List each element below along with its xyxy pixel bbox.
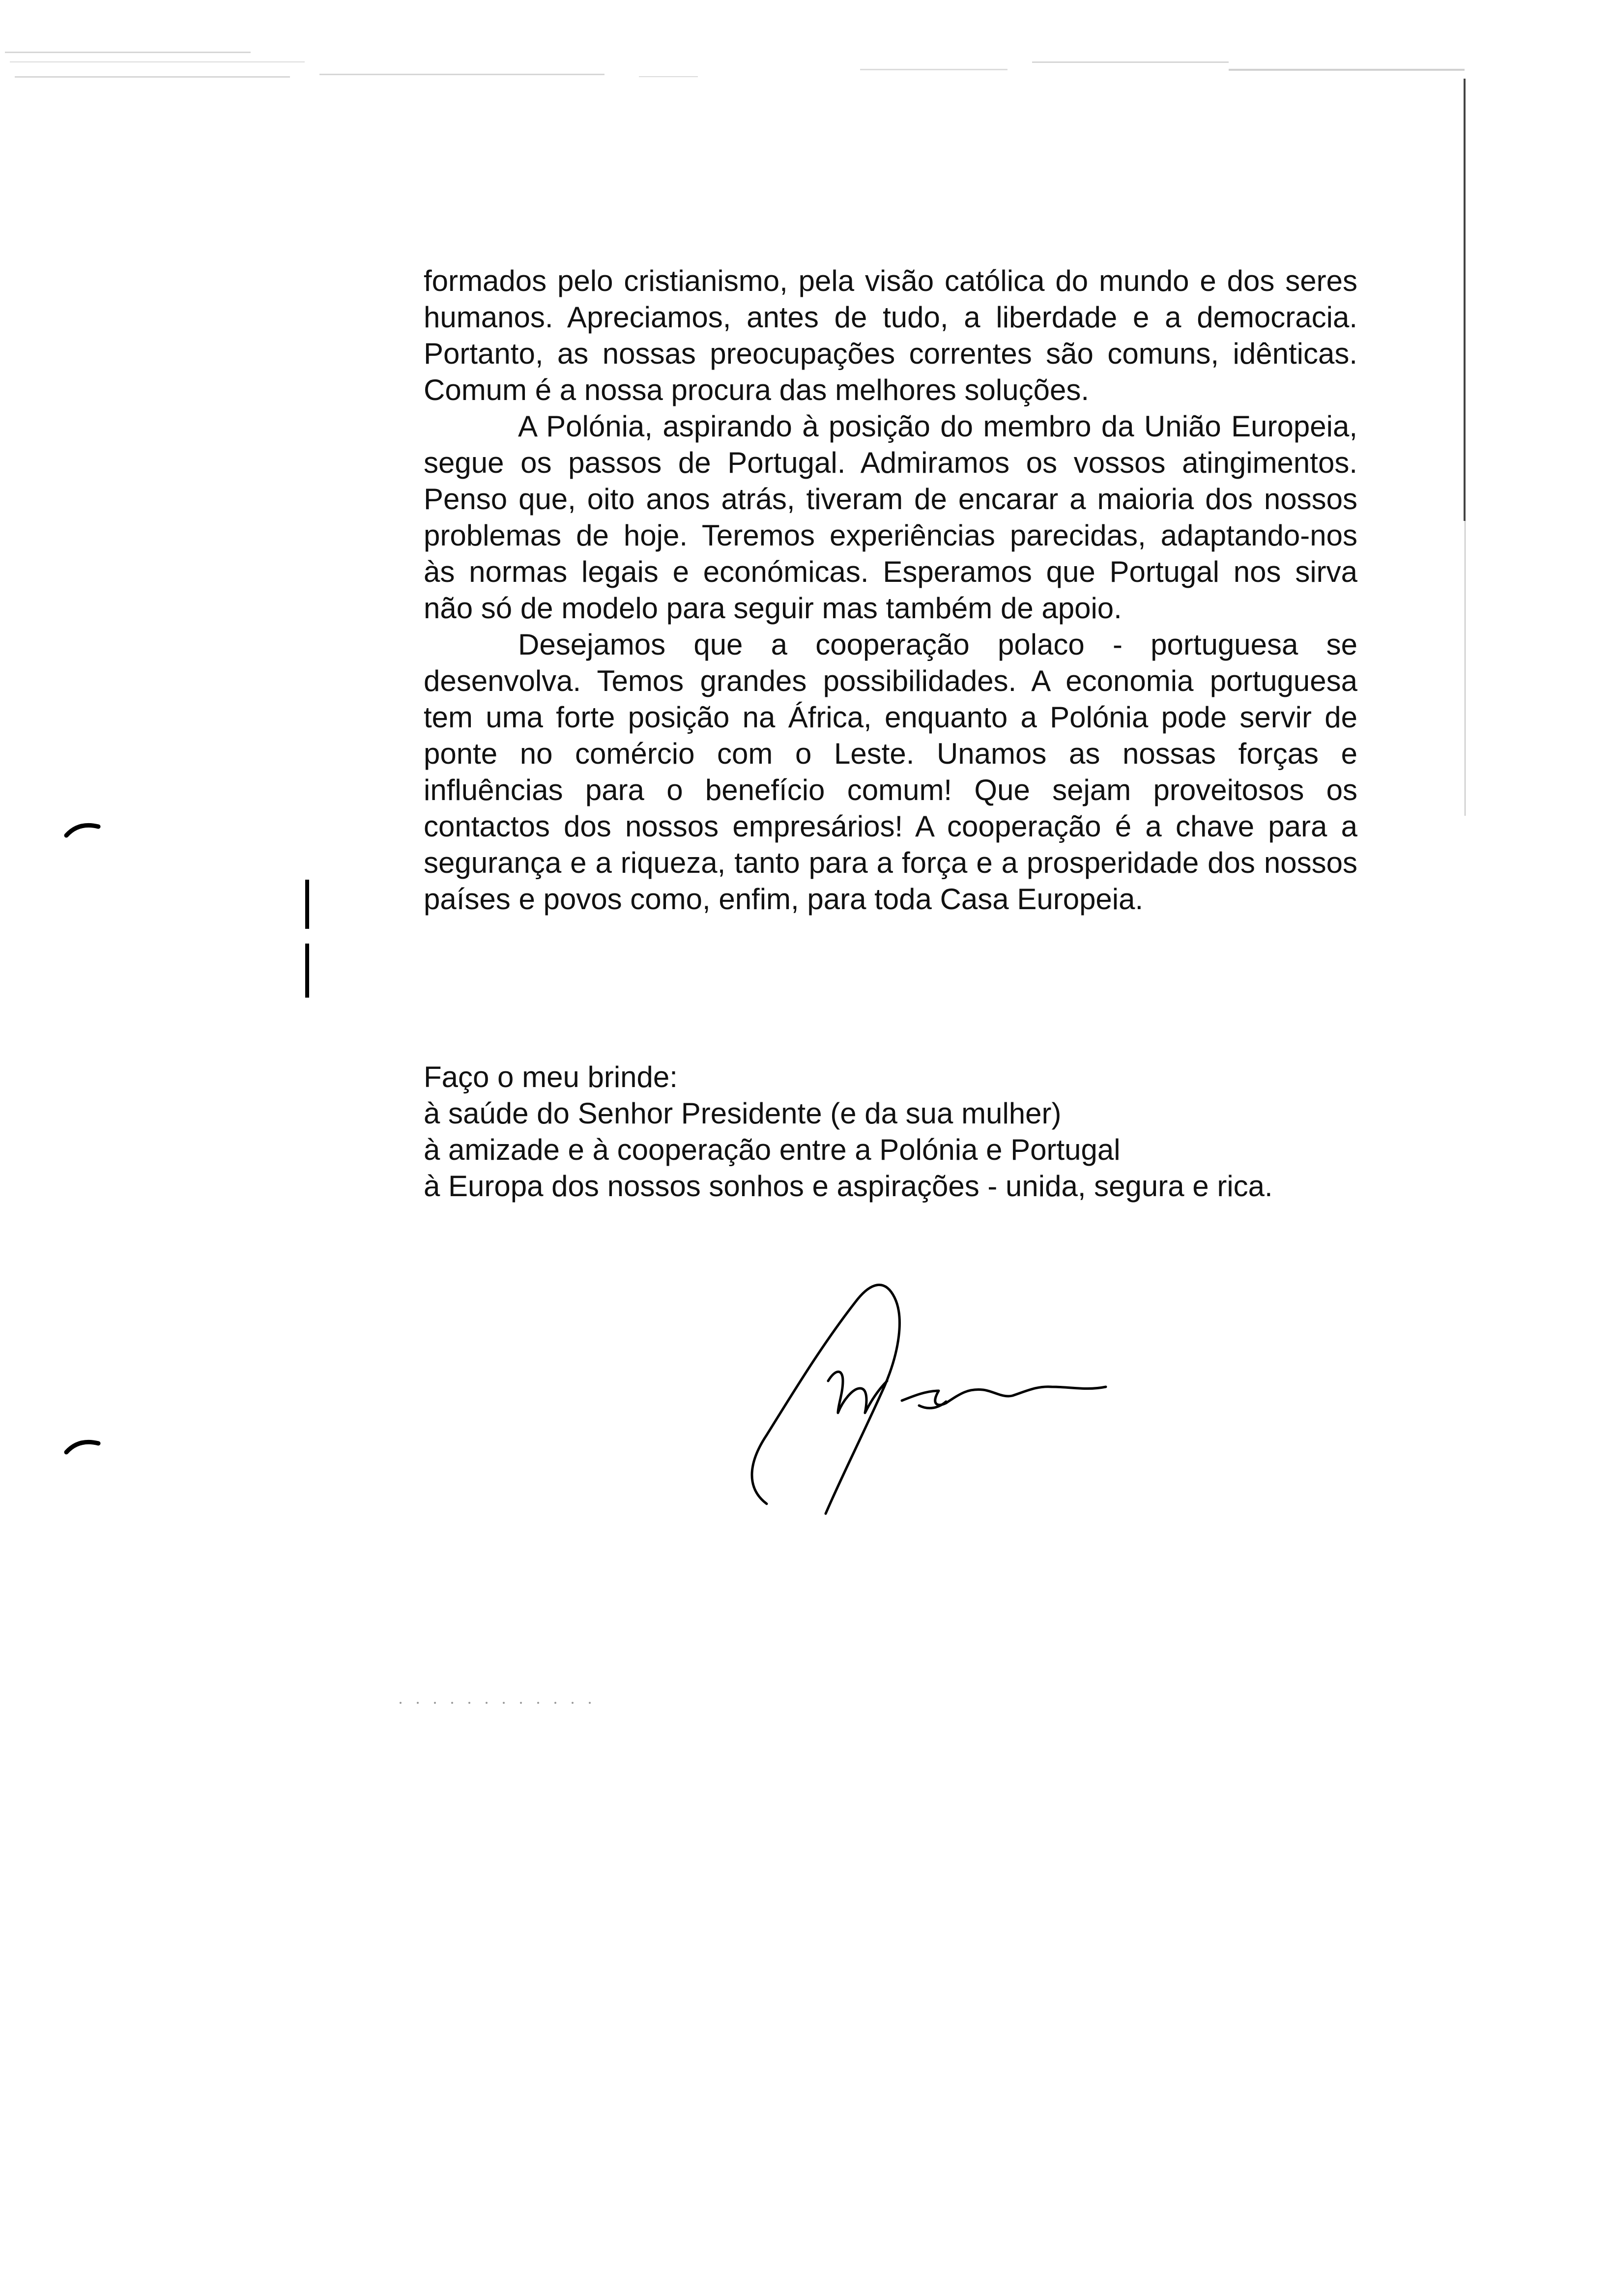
binder-mark-top bbox=[64, 816, 103, 840]
toast-line-2: à amizade e à cooperação entre a Polónia e Portugal bbox=[424, 1133, 1121, 1166]
toast-intro: Faço o meu brinde: bbox=[424, 1061, 678, 1093]
paragraph-1: formados pelo cristianismo, pela visão católica do mundo e dos seres humanos. Apreciamos, antes de tudo, a liberdade e a democracia. Portanto, as nossas preocupações correntes são comuns, idênticas. Comum é a nossa procura das melhores soluções. bbox=[424, 264, 1357, 406]
scan-dots-bottom bbox=[398, 1700, 595, 1705]
punch-mark-lower bbox=[302, 944, 312, 998]
paragraph-2: A Polónia, aspirando à posição do membro da União Europeia, segue os passos de Portugal. Admiramos os vossos atingimentos. Penso que, oito anos atrás, tiveram de encarar a maioria dos nossos problemas de hoje. Teremos experiências parecidas, adaptando-nos às normas legais e económicas. Esperamos que Portugal nos sirva não só de modelo para seguir mas também de apoio. bbox=[424, 410, 1357, 625]
letter-body bbox=[424, 263, 1357, 918]
toast-line-3: à Europa dos nossos sonhos e aspirações - unida, segura e rica. bbox=[424, 1170, 1273, 1203]
scan-noise-top bbox=[0, 47, 1474, 86]
punch-mark-upper bbox=[302, 880, 312, 929]
scan-edge-right bbox=[1455, 79, 1474, 816]
toast-section bbox=[424, 1059, 1407, 1205]
paragraph-3: Desejamos que a cooperação polaco - portuguesa se desenvolva. Temos grandes possibilidades. A economia portuguesa tem uma forte posição na África, enquanto a Polónia pode servir de ponte no comércio com o Leste. Unamos as nossas forças e influências para o benefício comum! Que sejam proveitosos os contactos dos nossos empresários! A cooperação é a chave para a segurança e a riqueza, tanto para a força e a prosperidade dos nossos países e povos como, enfim, para toda Casa Europeia. bbox=[424, 628, 1357, 916]
binder-mark-bottom bbox=[64, 1433, 103, 1457]
handwritten-signature bbox=[737, 1258, 1327, 1533]
toast-line-1: à saúde do Senhor Presidente (e da sua mulher) bbox=[424, 1097, 1062, 1130]
